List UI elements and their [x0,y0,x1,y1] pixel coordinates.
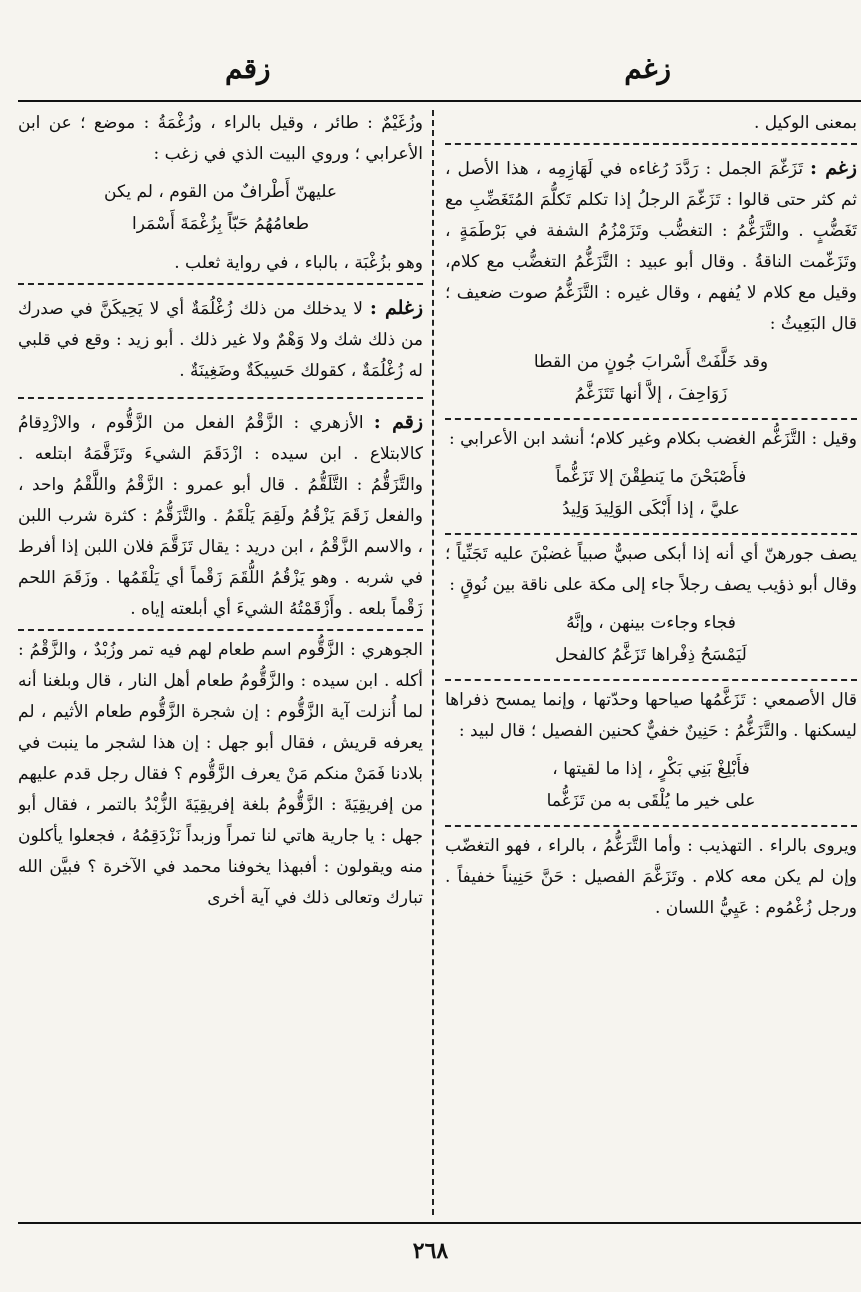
entry-zaghlam [18,289,423,393]
verse-hemistich: طعامُهُمُ حَبّاً بِزُغْمَةَ أَسْمَرا [131,214,310,234]
continuation-text: بمعنى الوكيل . [753,113,857,133]
header-right-title: زغم [624,52,671,85]
verse-hemistich: زَوَاحِفَ ، إلاَّ أنها تَتَزَغَّمُ [574,384,728,404]
entry-separator [445,679,857,681]
verse-hemistich: عليَّ ، إذا أَبْكَى الوَلِيدَ وَلِيدُ [562,499,740,519]
entry-separator [18,397,423,399]
entry-separator [18,283,423,285]
top-rule [18,100,861,102]
entry-text: الأزهري : الزَّقْمُ الفعل من الزَّقُّوم ، والازْدِقامُ كالابتلاع . ابن سيده : ازْدَقَمَ الشيءَ وتَزَقَّمَهُ ابتلعه . والتَّزَقُّمُ : التَّلَقُّمُ . قال أبو عمرو : الزَّقْمُ واللَّقْمُ واحد ، والفعل زَقَمَ يَزْقُمُ ولَقِمَ يَلْقَمُ . والتَّزَقُّمُ : كثرة شرب اللبن ، والاسم الزَّقْمُ ، ابن دريد : يقال تَزَقَّمَ فلان اللبن إذا أفرط في شربه . وهو يَزْقُمُ اللُّقَمَ زَقْماً أي يَلْقَمُها . وزَقَمَ اللحم زَقْماً بلعه . وأَزْقَمْتُهُ الشيءَ أي أبلعته إياه . [18,413,423,619]
left-column [18,108,423,1218]
verse-hemistich: عليهنّ أَطْرافٌ من القوم ، لم يكن [104,182,337,202]
entry-paragraph: قال الأصمعي : تَزَغَّمُها صياحها وحدّتها ، وإنما يمسح ذفراها ليسكنها . والتَّزَغُّمُ : حَنِينٌ خفيٌّ كحنين الفصيل ؛ قال لبيد : [445,690,857,741]
entry-zaqm [18,403,423,920]
verse-hemistich: وقد خَلَّفَتْ أَسْرابَ جُونٍ من القطا [533,352,769,372]
entry-text: تَزَغّمَ الجمل : رَدَّدَ رُغاءه في لَهَازِمِه ، هذا الأصل ، ثم كثر حتى قالوا : تَزَغّمَ الرجلُ إذا تكلم تَكلُّمَ المُتَغَضِّبِ مع تَغَضُّبٍ . والتَّزَغُّمُ : التغضُّب وتَزَمْزُمُ الشفة في بَرْطَمَةٍ ، وتَزَغّمت الناقةُ . وقال أبو عبيد : التَّزَغُّمُ التغضُّب مع كلام، وقيل مع كلام لا يُفهم ، وقال غيره : التَّزَغُّمُ صوت ضعيف ؛ قال البَعِيثُ : [445,159,857,334]
entry-separator [18,629,423,631]
entry-paragraph: يصف جورهنّ أي أنه إذا أبكى صبيٌّ صبياً غضبْنَ عليه تَجَنِّياً ؛ وقال أبو ذؤيب يصف رجلاً جاء إلى مكة على ناقة بين نُوقٍ : [445,544,857,595]
entry-paragraph [445,153,857,340]
entry-paragraph [18,293,423,387]
entry-paragraph: وقيل : التَّزَغُّم الغضب بكلام وغير كلام؛ أنشد ابن الأعرابي : [448,429,857,449]
entry-separator [445,143,857,145]
verse [445,607,857,671]
verse-hemistich: فأَبْلِغْ بَنِي بَكْرٍ ، إذا ما لقيتها ، [552,759,750,779]
verse [445,753,857,817]
verse-hemistich: فجاء وجاءت بينهن ، وإنَّهُ [566,613,736,633]
entry-headword: زغلم : [369,297,423,319]
entry-text: لا يدخلك من ذلك زُغْلُمَةٌ أي لا يَحِيكَنَّ في صدرك من ذلك شك ولا وَهْمٌ ولا غير ذلك . أبو زيد : وقع في قلبي له زُغْلُمَةٌ ، كقولك حَسِيكَةٌ وضَغِينَةٌ . [18,299,423,381]
entry-separator [445,533,857,535]
continuation-text: وزُغَيْمٌ : طائر ، وقيل بالراء ، وزُغْمَةُ : موضع ؛ عن ابن الأعرابي ؛ وروي البيت الذي في زغب : [18,113,423,164]
entry-separator [445,825,857,827]
column-divider [432,110,434,1215]
entry-paragraph: الجوهري : الزَّقُّوم اسم طعام لهم فيه تمر وزُبْدٌ ، والزَّقْمُ : أكله . ابن سيده : والزَّقُّومُ طعام أهل النار ، قال وبلغنا أنه لما أُنزلت آية الزَّقُّوم : إن شجرة الزَّقُّوم طعام الأثيم ، لم يعرفه قريش ، فقال أبو جهل : إن هذا لشجر ما ينبت في بلادنا فَمَنْ منكم مَنْ يعرف الزَّقُّوم ؟ فقال رجل قدم عليهم من إفريقِيَةَ : الزَّقُّومُ بلغة إفريقِيَةَ الزُّبْدُ بالتمر ، فقال أبو جهل : يا جارية هاتي لنا تمراً وزبداً نَزْدَقِمُهُ ، فجعلوا يأكلون منه ويقولون : أفبهذا يخوفنا محمد في الآخرة ؟ فبيَّن الله تبارك وتعالى ذلك في آية أخرى [18,640,423,908]
verse-hemistich: على خير ما يُلْقَى به من تَزَغُّما [546,791,756,811]
entry-paragraph [18,407,423,625]
entry-headword: زقم : [373,411,423,433]
verse [445,461,857,525]
entry-separator [445,418,857,420]
verse-hemistich: لَيَمْسَحُ ذِفْراها تَزَغَّمُ كالفحل [555,645,747,665]
page-number: ٢٦٨ [412,1238,449,1264]
continuation-text: وهو بزُغْبَة ، بالباء ، في رواية ثعلب . [174,253,423,273]
header-left-title: زقم [225,52,271,85]
right-column [445,108,857,1218]
verse [445,346,857,410]
entry-headword: زغم : [810,157,857,179]
verse-hemistich: فأَصْبَحْنَ ما يَنطِقْنَ إلا تَزَغُّماً [555,467,747,487]
bottom-rule [18,1222,861,1224]
verse [18,176,423,240]
entry-zaghm [445,149,857,930]
entry-paragraph: ويروى بالراء . التهذيب : وأما التَّرَغُّمُ ، بالراء ، فهو التغضّب وإن لم يكن معه كلام . وتَزَغَّمَ الفصيل : حَنَّ حَنِيناً خفيفاً . ورجل زُغْمُوم : عَيِيُّ اللسان . [445,836,857,918]
